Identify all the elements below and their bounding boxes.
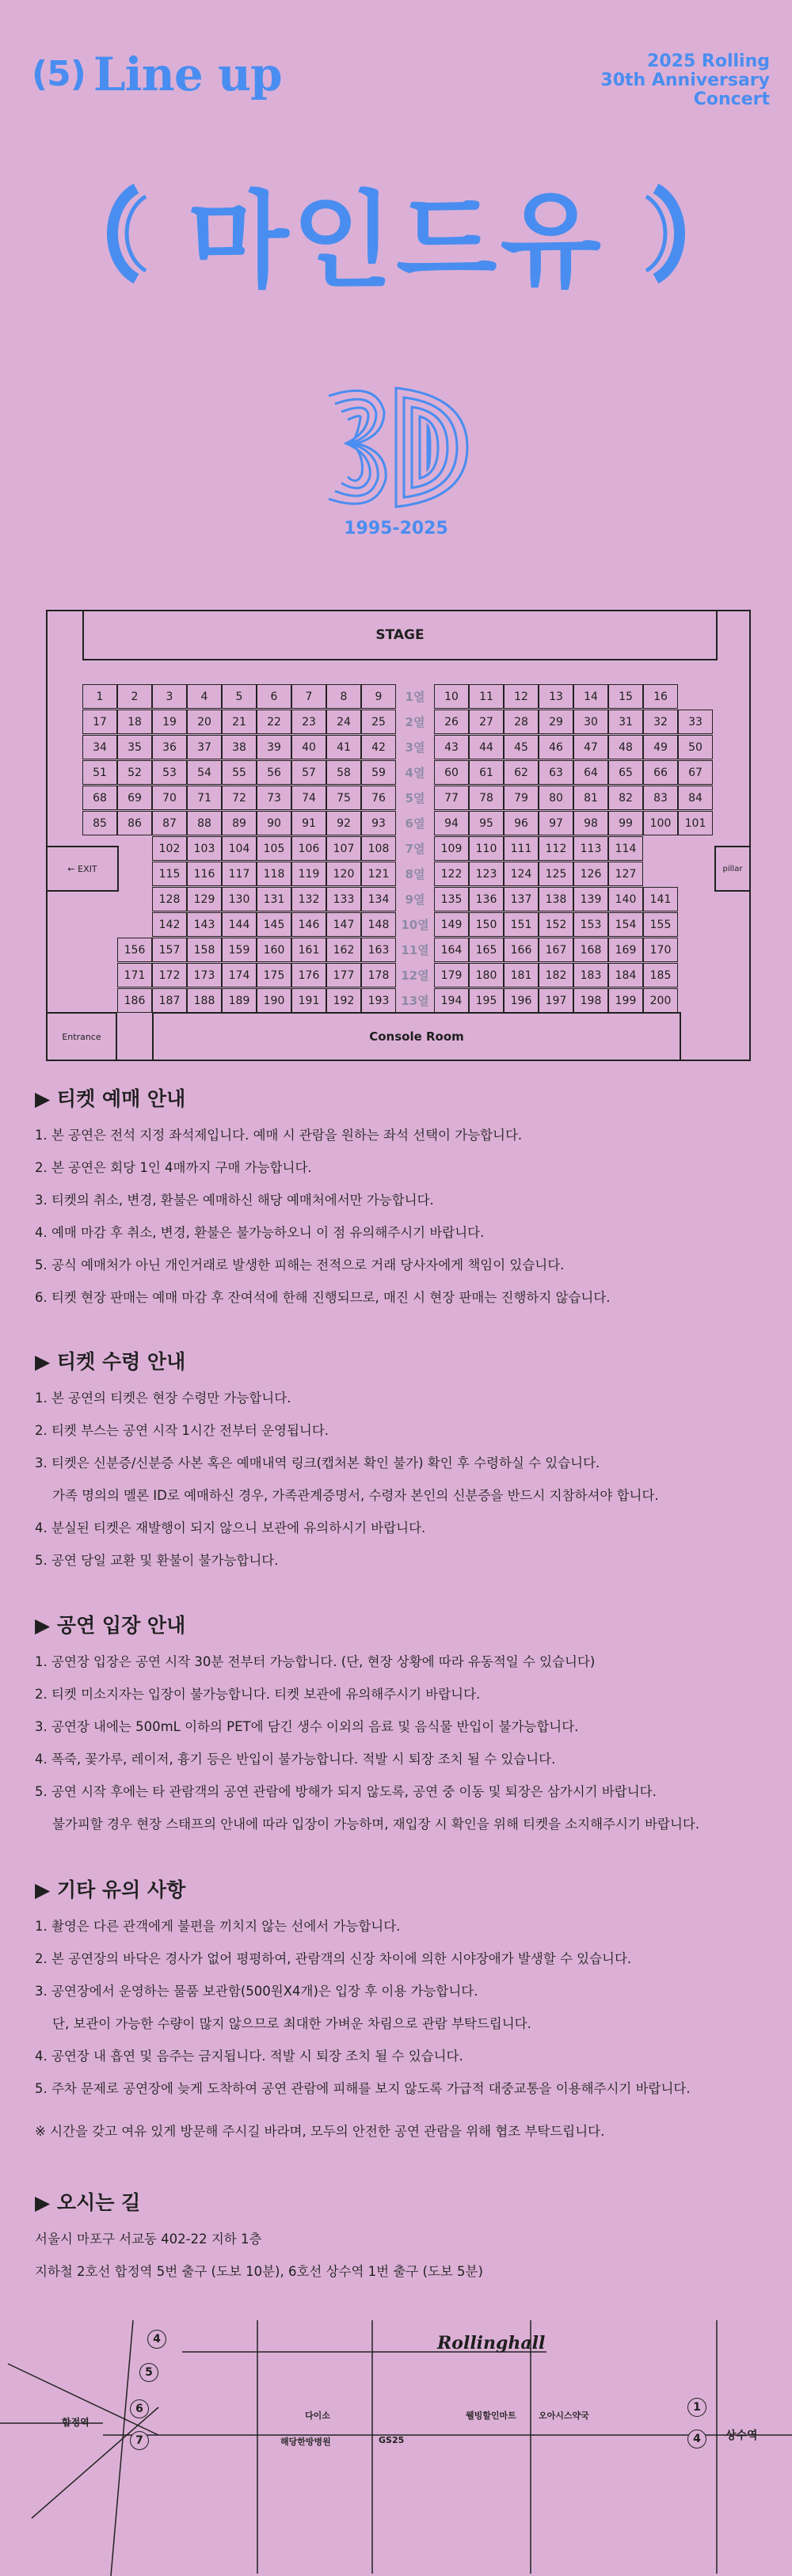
seat: 96: [504, 811, 539, 835]
info-line: 4. 폭죽, 꽃가루, 레이저, 흉기 등은 반입이 불가능합니다. 적발 시 퇴장 조치 될 수 있습니다.: [35, 1752, 556, 1767]
info-line: 4. 분실된 티켓은 재발행이 되지 않으니 보관에 유의하시기 바랍니다.: [35, 1520, 426, 1535]
seat: 176: [291, 963, 326, 987]
seat: 82: [608, 786, 643, 810]
exit-label: ← EXIT: [48, 846, 119, 892]
seat: 171: [117, 963, 152, 987]
entrance-label: Entrance: [48, 1012, 117, 1060]
seat: 167: [539, 938, 573, 962]
seat: 159: [222, 938, 257, 962]
seat: 67: [678, 760, 713, 785]
seat: 170: [643, 938, 678, 962]
seat: 195: [469, 988, 504, 1013]
seat: 114: [608, 836, 643, 861]
landmark: 오아시스약국: [539, 2410, 589, 2421]
seat: 140: [608, 887, 643, 911]
seat: 137: [504, 887, 539, 911]
seat: 42: [361, 735, 396, 759]
seat: 173: [187, 963, 222, 987]
seat: 115: [152, 862, 187, 886]
event-title: [600, 52, 770, 109]
seat: 77: [434, 786, 469, 810]
seat: 149: [434, 912, 469, 937]
seat: 198: [573, 988, 608, 1013]
seat: 9: [361, 684, 396, 709]
seat: 154: [608, 912, 643, 937]
seat: 27: [469, 710, 504, 734]
seat: 50: [678, 735, 713, 759]
seat: 89: [222, 811, 257, 835]
landmark: 해당한방병원: [280, 2437, 331, 2447]
section-title: ▶ 기타 유의 사항: [35, 1878, 186, 1901]
seat: 121: [361, 862, 396, 886]
seat: 132: [291, 887, 326, 911]
seat: 70: [152, 786, 187, 810]
seat: 97: [539, 811, 573, 835]
row-label: 12열: [401, 968, 429, 983]
info-line: 4. 예매 마감 후 취소, 변경, 환불은 불가능하오니 이 점 유의해주시기 바랍니다.: [35, 1225, 485, 1240]
seat: 130: [222, 887, 257, 911]
seat: 107: [326, 836, 361, 861]
ticket-pickup-section: [35, 1346, 763, 1585]
seat: 118: [257, 862, 291, 886]
landmark: 다이소: [305, 2410, 330, 2421]
seat: 158: [187, 938, 222, 962]
event-line: Concert: [693, 89, 770, 109]
seat: 102: [152, 836, 187, 861]
seat: 15: [608, 684, 643, 709]
seat: 16: [643, 684, 678, 709]
seat: 143: [187, 912, 222, 937]
seat: 175: [257, 963, 291, 987]
row-label: 11열: [401, 943, 429, 957]
seat: 111: [504, 836, 539, 861]
lineup-number: (5): [32, 54, 86, 94]
seat: 178: [361, 963, 396, 987]
seat: 184: [608, 963, 643, 987]
seat: 106: [291, 836, 326, 861]
seat: 20: [187, 710, 222, 734]
seat: 56: [257, 760, 291, 785]
section-title: ▶ 티켓 수령 안내: [35, 1350, 186, 1373]
info-line: 1. 촬영은 다른 관객에게 불편을 끼치지 않는 선에서 가능합니다.: [35, 1919, 401, 1934]
info-line: 단, 보관이 가능한 수량이 많지 않으므로 최대한 가벼운 차림으로 관람 부탁드립니다.: [52, 2016, 531, 2031]
location-map: [0, 2312, 792, 2576]
seat: 84: [678, 786, 713, 810]
seat: 80: [539, 786, 573, 810]
seat: 190: [257, 988, 291, 1013]
info-line: 2. 본 공연장의 바닥은 경사가 없어 평평하여, 관람객의 신장 차이에 의한 시야장애가 발생할 수 있습니다.: [35, 1951, 632, 1966]
seat: 160: [257, 938, 291, 962]
seat: 51: [82, 760, 117, 785]
directions-section: [35, 2187, 763, 2296]
row-label: 3열: [405, 740, 425, 755]
info-line: 2. 본 공연은 회당 1인 4매까지 구매 가능합니다.: [35, 1160, 312, 1175]
seat: 68: [82, 786, 117, 810]
seat: 162: [326, 938, 361, 962]
seat: 120: [326, 862, 361, 886]
seat: 13: [539, 684, 573, 709]
seat: 188: [187, 988, 222, 1013]
seat: 119: [291, 862, 326, 886]
info-line: 3. 공연장 내에는 500mL 이하의 PET에 담긴 생수 이외의 음료 및 음식물 반입이 불가능합니다.: [35, 1719, 579, 1734]
seat: 169: [608, 938, 643, 962]
info-line: 3. 티켓의 취소, 변경, 환불은 예매하신 해당 예매처에서만 가능합니다.: [35, 1193, 434, 1208]
seat: 95: [469, 811, 504, 835]
info-line: 1. 본 공연의 티켓은 현장 수령만 가능합니다.: [35, 1391, 291, 1406]
seat: 76: [361, 786, 396, 810]
exit-marker: 4: [147, 2330, 166, 2349]
seat: 187: [152, 988, 187, 1013]
seat: 109: [434, 836, 469, 861]
seat: 62: [504, 760, 539, 785]
seat: 35: [117, 735, 152, 759]
seat: 4: [187, 684, 222, 709]
admission-section: [35, 1610, 763, 1849]
seat: 156: [117, 938, 152, 962]
seat: 144: [222, 912, 257, 937]
seat: 94: [434, 811, 469, 835]
seat: 128: [152, 887, 187, 911]
ticket-booking-section: [35, 1083, 763, 1322]
seat: 72: [222, 786, 257, 810]
seat: 69: [117, 786, 152, 810]
sangsu-station: 상수역: [725, 2430, 758, 2442]
exit-marker: 5: [139, 2363, 158, 2382]
seating-chart: [46, 610, 751, 1061]
row-label: 13열: [401, 994, 429, 1008]
seat: 33: [678, 710, 713, 734]
seat: 3: [152, 684, 187, 709]
notice-note: ※ 시간을 갖고 여유 있게 방문해 주시길 바라며, 모두의 안전한 공연 관람을 위해 협조 부탁드립니다.: [35, 2124, 605, 2139]
seat: 194: [434, 988, 469, 1013]
seat: 91: [291, 811, 326, 835]
seat: 168: [573, 938, 608, 962]
exit-marker: 6: [130, 2399, 149, 2418]
seat: 31: [608, 710, 643, 734]
seat: 87: [152, 811, 187, 835]
seat: 191: [291, 988, 326, 1013]
seat: 105: [257, 836, 291, 861]
seat: 181: [504, 963, 539, 987]
info-line: 5. 공식 예매처가 아닌 개인거래로 발생한 피해는 전적으로 거래 당사자에게 책임이 있습니다.: [35, 1258, 565, 1273]
seat: 123: [469, 862, 504, 886]
seat: 164: [434, 938, 469, 962]
seat: 104: [222, 836, 257, 861]
seat: 8: [326, 684, 361, 709]
venue-name: Rollinghall: [437, 2333, 546, 2353]
seat: 133: [326, 887, 361, 911]
info-line: 지하철 2호선 합정역 5번 출구 (도보 10분), 6호선 상수역 1번 출구 (도보 5분): [35, 2264, 483, 2279]
seat: 75: [326, 786, 361, 810]
seat: 189: [222, 988, 257, 1013]
seat: 122: [434, 862, 469, 886]
row-label: 8열: [405, 867, 425, 881]
seat: 28: [504, 710, 539, 734]
seat: 199: [608, 988, 643, 1013]
exit-marker: 1: [687, 2398, 706, 2417]
seat: 136: [469, 887, 504, 911]
seat: 161: [291, 938, 326, 962]
seat: 44: [469, 735, 504, 759]
seat: 85: [82, 811, 117, 835]
seat: 61: [469, 760, 504, 785]
seat: 6: [257, 684, 291, 709]
info-line: 5. 공연 시작 후에는 타 관람객의 공연 관람에 방해가 되지 않도록, 공연 중 이동 및 퇴장은 삼가시기 바랍니다.: [35, 1784, 657, 1799]
seat: 197: [539, 988, 573, 1013]
seat: 108: [361, 836, 396, 861]
seat: 7: [291, 684, 326, 709]
seat: 57: [291, 760, 326, 785]
seat: 142: [152, 912, 187, 937]
seat: 98: [573, 811, 608, 835]
seat: 182: [539, 963, 573, 987]
row-label: 2열: [405, 715, 425, 729]
seat: 99: [608, 811, 643, 835]
info-line: 2. 티켓 부스는 공연 시작 1시간 전부터 운영됩니다.: [35, 1423, 329, 1438]
artist-name: 마인드유: [187, 181, 605, 302]
seat: 30: [573, 710, 608, 734]
seat: 52: [117, 760, 152, 785]
row-label: 7열: [405, 842, 425, 856]
info-line: 가족 명의의 멜론 ID로 예매하신 경우, 가족관계증명서, 수령자 본인의 신분증을 반드시 지참하셔야 합니다.: [52, 1488, 659, 1503]
exit-marker: 4: [687, 2430, 706, 2449]
seat: 48: [608, 735, 643, 759]
seat: 200: [643, 988, 678, 1013]
seat: 64: [573, 760, 608, 785]
seat: 138: [539, 887, 573, 911]
seat: 155: [643, 912, 678, 937]
seat: 185: [643, 963, 678, 987]
seat: 103: [187, 836, 222, 861]
info-line: 4. 공연장 내 흡연 및 음주는 금지됩니다. 적발 시 퇴장 조치 될 수 있습니다.: [35, 2049, 463, 2064]
seat: 151: [504, 912, 539, 937]
seat: 53: [152, 760, 187, 785]
seat: 92: [326, 811, 361, 835]
seat: 21: [222, 710, 257, 734]
seat: 183: [573, 963, 608, 987]
section-title: ▶ 오시는 길: [35, 2191, 141, 2214]
seat: 10: [434, 684, 469, 709]
seat: 1: [82, 684, 117, 709]
seat: 43: [434, 735, 469, 759]
seat: 24: [326, 710, 361, 734]
seat: 126: [573, 862, 608, 886]
seat: 40: [291, 735, 326, 759]
seat: 179: [434, 963, 469, 987]
row-label: 4열: [405, 766, 425, 780]
seat: 60: [434, 760, 469, 785]
seat: 38: [222, 735, 257, 759]
seat: 112: [539, 836, 573, 861]
seat: 177: [326, 963, 361, 987]
seat: 117: [222, 862, 257, 886]
console-room: Console Room: [152, 1012, 681, 1060]
seat: 163: [361, 938, 396, 962]
seat: 26: [434, 710, 469, 734]
event-line: 30th Anniversary: [600, 70, 770, 90]
seat: 23: [291, 710, 326, 734]
seat: 34: [82, 735, 117, 759]
seat: 116: [187, 862, 222, 886]
info-line: 서울시 마포구 서교동 402-22 지하 1층: [35, 2232, 262, 2247]
row-label: 10열: [401, 918, 429, 932]
landmark: 웰빙할인마트: [466, 2410, 516, 2421]
right-paren-icon: [640, 182, 703, 285]
seat: 174: [222, 963, 257, 987]
seat: 2: [117, 684, 152, 709]
section-title: ▶ 공연 입장 안내: [35, 1614, 186, 1637]
seat: 193: [361, 988, 396, 1013]
seat: 46: [539, 735, 573, 759]
seat: 93: [361, 811, 396, 835]
seat: 113: [573, 836, 608, 861]
seat: 146: [291, 912, 326, 937]
seat: 49: [643, 735, 678, 759]
event-line: 2025 Rolling: [647, 51, 770, 71]
seat: 55: [222, 760, 257, 785]
anniversary-years: 1995-2025: [344, 519, 448, 538]
seat: 139: [573, 887, 608, 911]
hapjeong-station: 합정역: [62, 2417, 89, 2428]
seat: 39: [257, 735, 291, 759]
seat: 19: [152, 710, 187, 734]
seat: 59: [361, 760, 396, 785]
exit-marker: 7: [130, 2431, 149, 2450]
seat: 90: [257, 811, 291, 835]
info-line: 1. 공연장 입장은 공연 시작 30분 전부터 가능합니다. (단, 현장 상황에 따라 유동적일 수 있습니다): [35, 1654, 596, 1669]
seat: 150: [469, 912, 504, 937]
row-label: 1열: [405, 690, 425, 704]
section-title: ▶ 티켓 예매 안내: [35, 1087, 186, 1110]
seat: 47: [573, 735, 608, 759]
info-line: 3. 티켓은 신분증/신분증 사본 혹은 예매내역 링크(캡처본 확인 불가) 확인 후 수령하실 수 있습니다.: [35, 1455, 600, 1471]
info-line: 불가피할 경우 현장 스태프의 안내에 따라 입장이 가능하며, 재입장 시 확인을 위해 티켓을 소지해주시기 바랍니다.: [52, 1817, 700, 1832]
seat: 131: [257, 887, 291, 911]
info-line: 1. 본 공연은 전석 지정 좌석제입니다. 예매 시 관람을 원하는 좌석 선택이 가능합니다.: [35, 1128, 523, 1143]
seat: 17: [82, 710, 117, 734]
seat: 71: [187, 786, 222, 810]
seat: 22: [257, 710, 291, 734]
seat: 63: [539, 760, 573, 785]
landmark: GS25: [379, 2435, 405, 2445]
seat: 11: [469, 684, 504, 709]
seat: 153: [573, 912, 608, 937]
seat: 134: [361, 887, 396, 911]
seat: 74: [291, 786, 326, 810]
pillar-label: pillar: [714, 846, 749, 892]
row-label: 6열: [405, 816, 425, 831]
info-line: 5. 공연 당일 교환 및 환불이 불가능합니다.: [35, 1553, 279, 1568]
stage: STAGE: [82, 611, 718, 660]
seat: 18: [117, 710, 152, 734]
seat: 172: [152, 963, 187, 987]
artist-title-row: [0, 182, 792, 309]
seat: 110: [469, 836, 504, 861]
seat: 145: [257, 912, 291, 937]
seat: 124: [504, 862, 539, 886]
seat: 12: [504, 684, 539, 709]
seat: 88: [187, 811, 222, 835]
seat: 14: [573, 684, 608, 709]
seat: 79: [504, 786, 539, 810]
seat: 41: [326, 735, 361, 759]
seat: 152: [539, 912, 573, 937]
seat: 157: [152, 938, 187, 962]
info-line: 3. 공연장에서 운영하는 물품 보관함(500원X4개)은 입장 후 이용 가능합니다.: [35, 1984, 478, 1999]
seat: 58: [326, 760, 361, 785]
seat: 45: [504, 735, 539, 759]
seat: 129: [187, 887, 222, 911]
other-notes-section: [35, 1874, 763, 2140]
seat: 101: [678, 811, 713, 835]
seat: 100: [643, 811, 678, 835]
seat: 196: [504, 988, 539, 1013]
seat: 78: [469, 786, 504, 810]
info-line: 5. 주차 문제로 공연장에 늦게 도착하여 공연 관람에 피해를 보지 않도록 가급적 대중교통을 이용해주시기 바랍니다.: [35, 2081, 691, 2096]
seat: 186: [117, 988, 152, 1013]
lineup-heading: [32, 48, 282, 101]
seat: 54: [187, 760, 222, 785]
seat: 25: [361, 710, 396, 734]
seat: 127: [608, 862, 643, 886]
seat: 166: [504, 938, 539, 962]
seat: 81: [573, 786, 608, 810]
seat: 29: [539, 710, 573, 734]
seat: 65: [608, 760, 643, 785]
seat: 180: [469, 963, 504, 987]
seat: 73: [257, 786, 291, 810]
seat: 86: [117, 811, 152, 835]
seat: 165: [469, 938, 504, 962]
seat: 125: [539, 862, 573, 886]
seat: 5: [222, 684, 257, 709]
info-line: 6. 티켓 현장 판매는 예매 마감 후 잔여석에 한해 진행되므로, 매진 시 현장 판매는 진행하지 않습니다.: [35, 1290, 611, 1305]
info-line: 2. 티켓 미소지자는 입장이 불가능합니다. 티켓 보관에 유의해주시기 바랍니다.: [35, 1687, 481, 1702]
row-label: 5열: [405, 791, 425, 805]
anniversary-30-logo: [321, 380, 471, 515]
seat: 148: [361, 912, 396, 937]
lineup-text: Line up: [93, 48, 282, 101]
seat: 192: [326, 988, 361, 1013]
seat: 37: [187, 735, 222, 759]
seat: 32: [643, 710, 678, 734]
seat: 147: [326, 912, 361, 937]
seat: 141: [643, 887, 678, 911]
seat: 83: [643, 786, 678, 810]
row-label: 9열: [405, 892, 425, 907]
seat: 135: [434, 887, 469, 911]
seat: 66: [643, 760, 678, 785]
seat: 36: [152, 735, 187, 759]
